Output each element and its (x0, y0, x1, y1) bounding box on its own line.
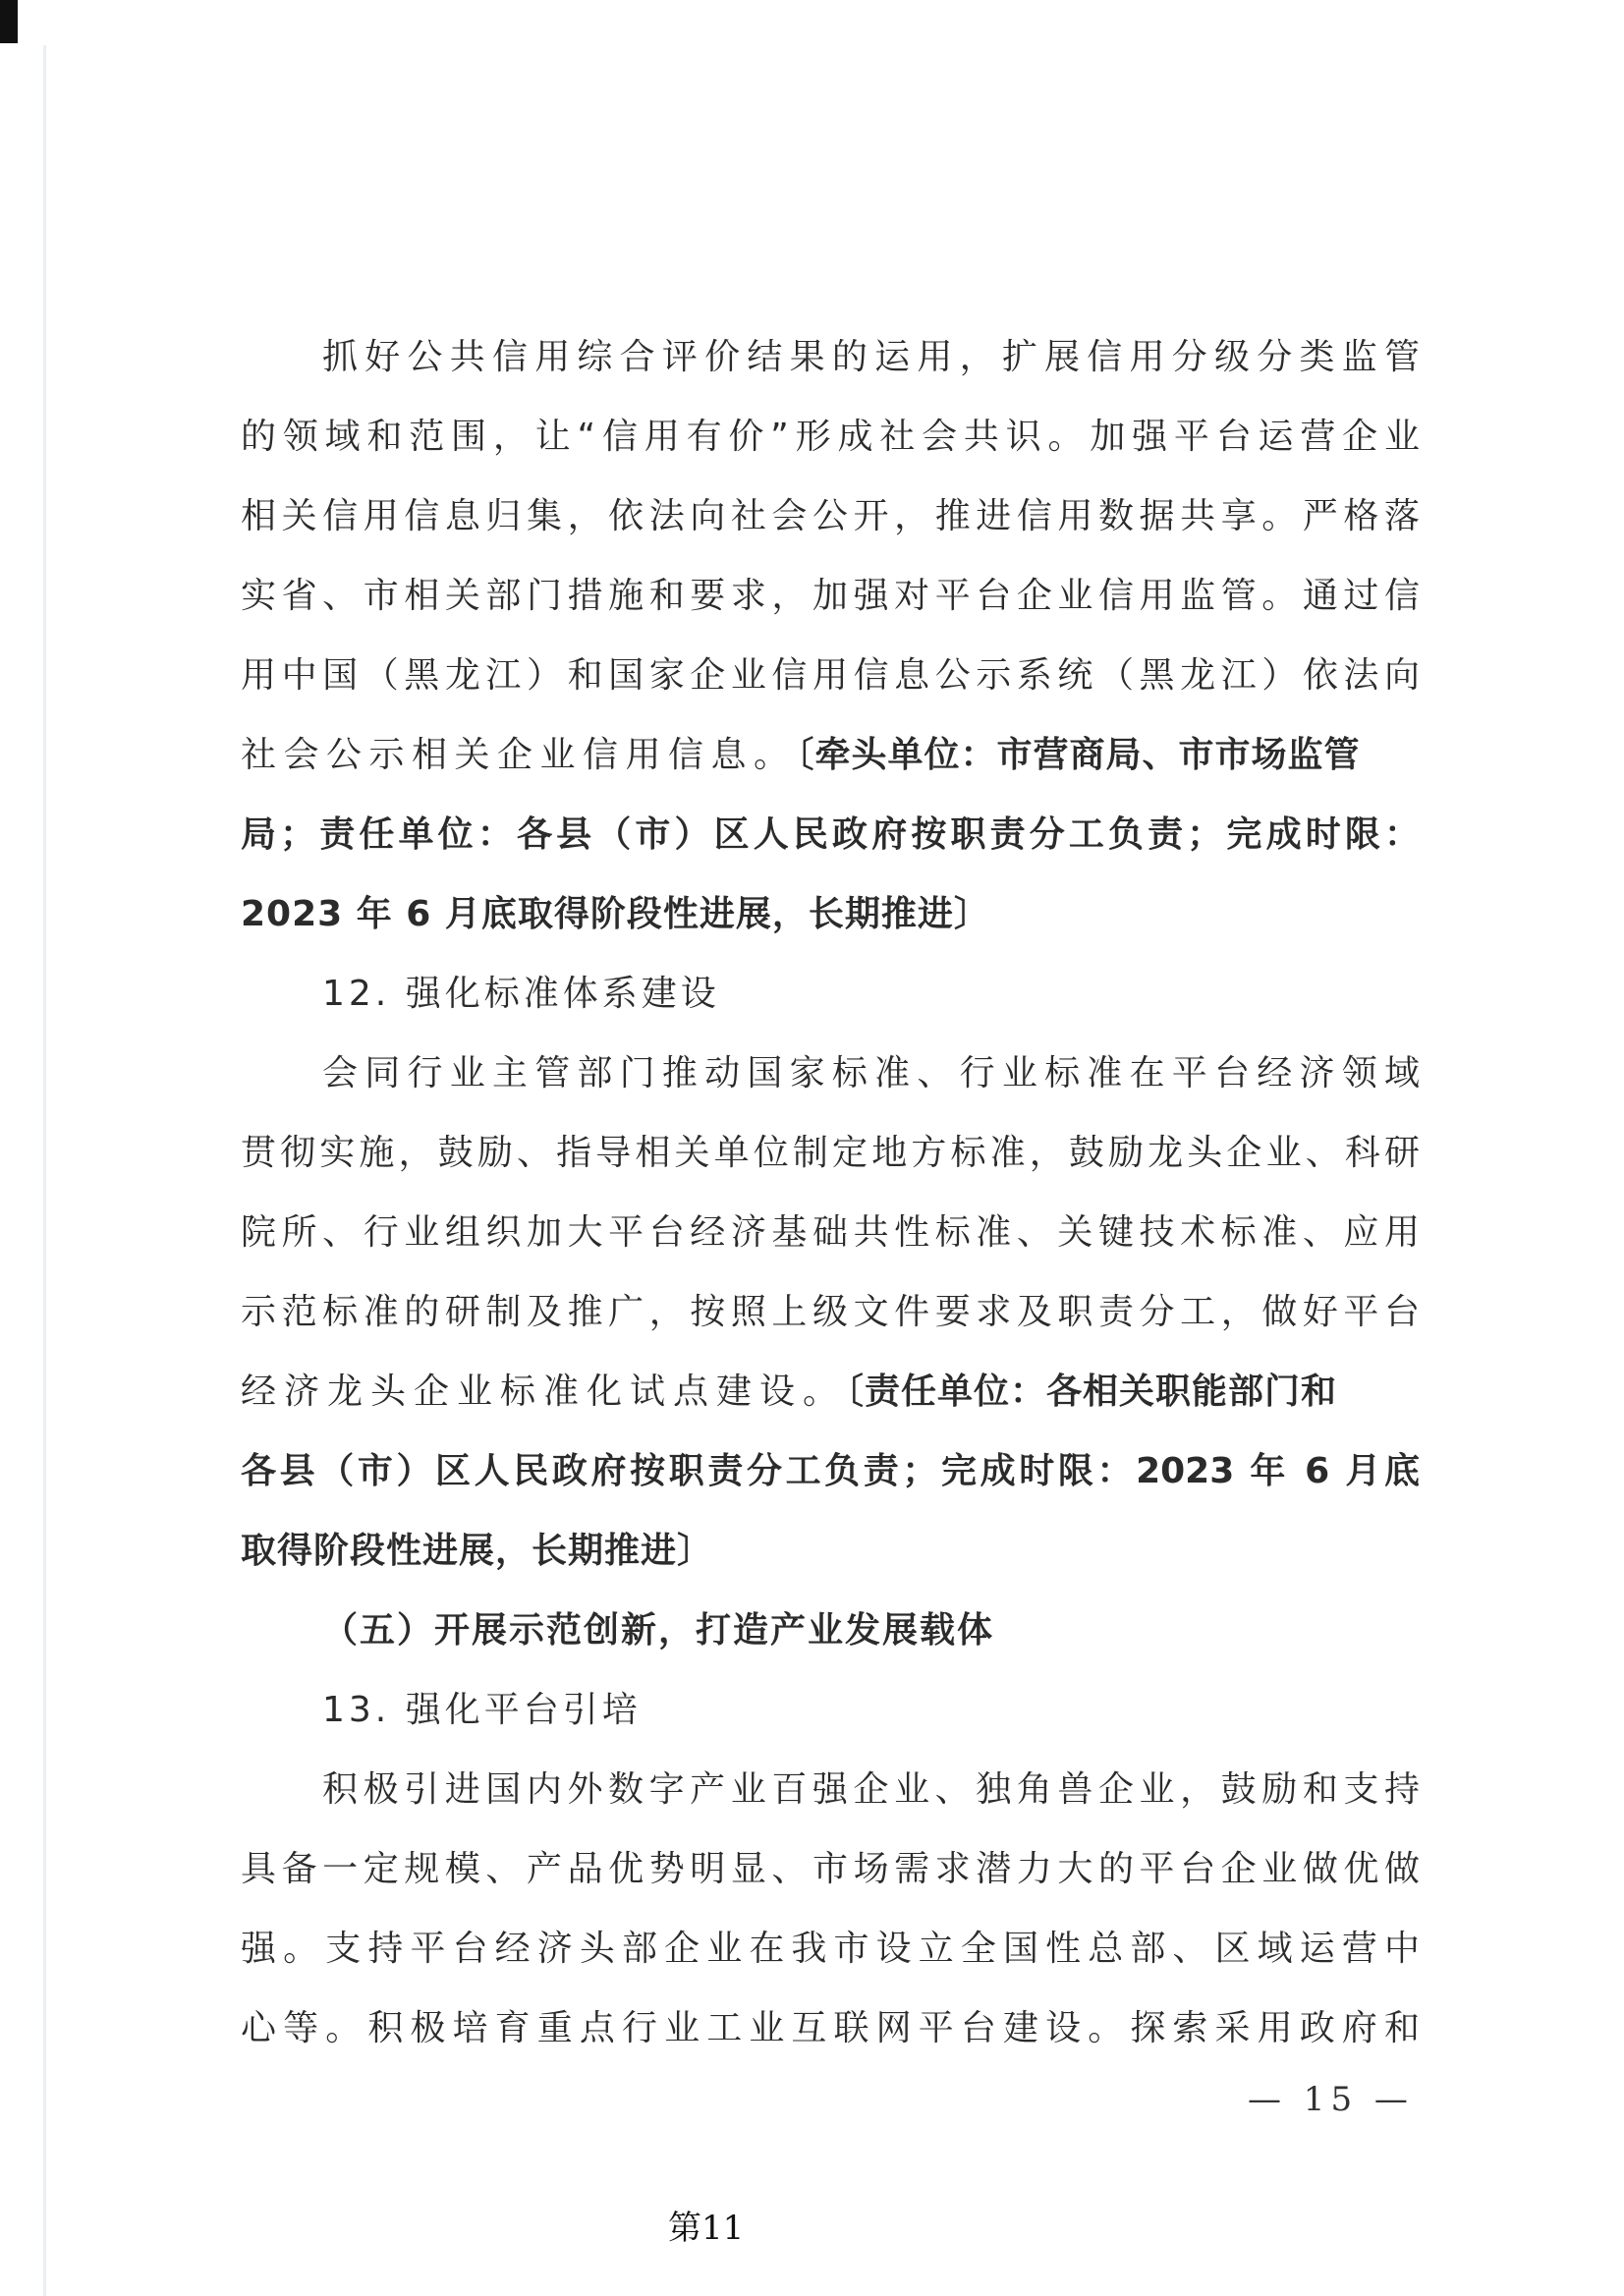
paragraph-line: 抓好公共信用综合评价结果的运用，扩展信用分级分类监管 (322, 337, 1420, 377)
paragraph-line: 具备一定规模、产品优势明显、市场需求潜力大的平台企业做优做 (241, 1849, 1420, 1889)
paragraph-line: 实省、市相关部门措施和要求，加强对平台企业信用监管。通过信 (241, 576, 1420, 616)
scan-edge-shadow (43, 45, 46, 2296)
paragraph-line: 贯彻实施，鼓励、指导相关单位制定地方标准，鼓励龙头企业、科研 (241, 1133, 1420, 1173)
responsibility-note: 取得阶段性进展，长期推进〕 (241, 1531, 714, 1571)
paragraph-line-mixed (241, 1352, 1420, 1431)
responsibility-note: 〔责任单位：各相关职能部门和 (846, 1372, 1338, 1412)
section-heading: （五）开展示范创新，打造产业发展载体 (322, 1610, 995, 1651)
paragraph-line: 会同行业主管部门推动国家标准、行业标准在平台经济领域 (322, 1053, 1420, 1093)
scan-corner-mark (0, 0, 18, 43)
responsibility-note: 各县（市）区人民政府按职责分工负责；完成时限：2023 年 6 月底 (241, 1451, 1420, 1491)
responsibility-note: 2023 年 6 月底取得阶段性进展，长期推进〕 (241, 894, 990, 934)
paragraph-text: 社会公示相关企业信用信息。 (241, 735, 797, 775)
paragraph-line: 心等。积极培育重点行业工业互联网平台建设。探索采用政府和 (241, 2008, 1420, 2048)
paragraph-line: 积极引进国内外数字产业百强企业、独角兽企业，鼓励和支持 (322, 1769, 1420, 1810)
paragraph-line: 相关信用信息归集，依法向社会公开，推进信用数据共享。严格落 (241, 496, 1420, 536)
paragraph-line-mixed (241, 715, 1420, 795)
footer-page-label: 第11 (668, 2209, 745, 2248)
document-body (241, 317, 1420, 2068)
item-heading: 13. 强化平台引培 (322, 1690, 642, 1730)
item-heading: 12. 强化标准体系建设 (322, 974, 720, 1014)
paragraph-line: 院所、行业组织加大平台经济基础共性标准、关键技术标准、应用 (241, 1212, 1420, 1253)
page-number: — 15 — (1248, 2080, 1414, 2119)
responsibility-note: 局；责任单位：各县（市）区人民政府按职责分工负责；完成时限： (241, 814, 1420, 855)
paragraph-line: 示范标准的研制及推广，按照上级文件要求及职责分工，做好平台 (241, 1292, 1420, 1332)
paragraph-line: 用中国（黑龙江）和国家企业信用信息公示系统（黑龙江）依法向 (241, 655, 1420, 696)
paragraph-line: 强。支持平台经济头部企业在我市设立全国性总部、区域运营中 (241, 1929, 1420, 1969)
responsibility-note: 〔牵头单位：市营商局、市市场监管 (796, 735, 1361, 775)
paragraph-line: 的领域和范围，让“信用有价”形成社会共识。加强平台运营企业 (241, 417, 1420, 457)
paragraph-text: 经济龙头企业标准化试点建设。 (241, 1372, 847, 1412)
